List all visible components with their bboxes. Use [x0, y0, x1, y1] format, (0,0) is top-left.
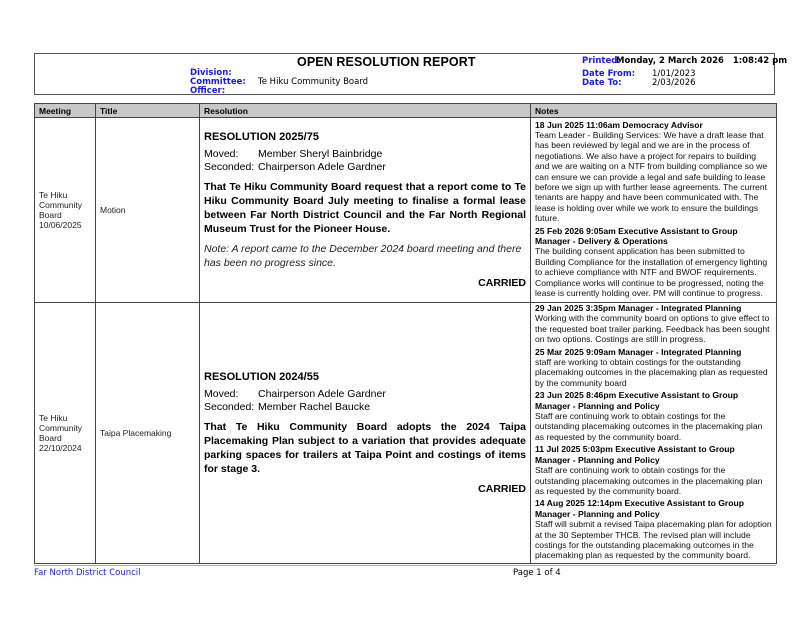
title-cell: Motion [96, 118, 200, 303]
resolution-number: RESOLUTION 2025/75 [204, 131, 319, 143]
resolution-text: That Te Hiku Community Board adopts the 2024 Taipa Placemaking Plan subject to a variation that provides adequate parking spaces for trailers at Taipa Point and costings of items for stage 3. [204, 420, 526, 475]
printed-value: Monday, 2 March 2026 1:08:42 pm [616, 56, 788, 66]
moved-by: Member Sheryl Bainbridge [258, 148, 383, 160]
meeting-cell [35, 303, 96, 564]
committee-label: Committee: [190, 77, 246, 87]
resolution-number: RESOLUTION 2024/55 [204, 370, 319, 383]
title-cell: Taipa Placemaking [96, 303, 200, 564]
column-header-title: Title [96, 104, 200, 118]
report-title: OPEN RESOLUTION REPORT [297, 55, 476, 69]
table-row [35, 303, 777, 564]
moved-label: Moved: [204, 148, 239, 160]
meeting-line: Te Hiku [39, 412, 68, 423]
meeting-date: 10/06/2025 [39, 220, 82, 230]
note-body: The building consent application has been submitted to Building Compliance for the installation of emergency lighting to achieve compliance with NTF and BWOF requirements. Compliance works will continue to be progressed, noting the lease is currently holding over. PM will continue to progress. [535, 246, 768, 299]
footer-page-number: Page 1 of 4 [513, 568, 561, 578]
meeting-cell [35, 118, 96, 303]
column-header-notes: Notes [531, 104, 777, 118]
resolution-status: CARRIED [478, 482, 526, 495]
note-heading: 29 Jan 2025 3:35pm Manager - Integrated Planning [535, 303, 742, 313]
committee-value: Te Hiku Community Board [258, 77, 369, 87]
column-header-resolution: Resolution [200, 104, 531, 118]
note-body: staff are working to obtain costings for the outstanding placemaking outcomes in the placemaking plan as requested by the community board [535, 357, 768, 388]
division-label: Division: [190, 68, 232, 78]
footer-divider [34, 565, 776, 566]
resolution-note: Note: A report came to the December 2024 board meeting and there has been no progress since. [204, 243, 522, 269]
seconded-by: Member Rachel Baucke [258, 400, 371, 413]
seconded-line [204, 161, 526, 174]
date-to-label: Date To: [582, 78, 622, 88]
date-from-value: 1/01/2023 [652, 69, 696, 79]
meeting-line: Community [39, 200, 82, 210]
table-row [35, 118, 777, 303]
note-heading: 14 Aug 2025 12:14pm Executive Assistant to Group Manager - Planning and Policy [535, 498, 745, 519]
resolution-cell [200, 303, 531, 564]
seconded-label: Seconded: [204, 400, 255, 413]
seconded-by: Chairperson Adele Gardner [258, 161, 386, 173]
moved-label: Moved: [204, 387, 239, 400]
notes-cell [531, 303, 777, 564]
note-heading: 25 Feb 2026 9:05am Executive Assistant to Group Manager - Delivery & Operations [535, 225, 738, 247]
note-body: Staff will submit a revised Taipa placemaking plan for adoption at the 30 September THCB. The revised plan will include costings for the outstanding placemaking outcomes in the placemaking plan as requested by the community board. [535, 519, 772, 561]
note-heading: 23 Jun 2025 8:46pm Executive Assistant to Group Manager - Planning and Policy [535, 390, 739, 411]
meeting-date: 22/10/2024 [39, 442, 82, 453]
footer-organization: Far North District Council [34, 568, 141, 578]
note-body: Staff are continuing work to obtain costings for the outstanding placemaking outcomes in the placemaking plan as requested by the community board. [535, 411, 763, 442]
printed-label: Printed: [582, 56, 621, 66]
resolution-status: CARRIED [478, 277, 526, 289]
meeting-line: Community [39, 422, 82, 433]
note-body: Working with the community board on options to give effect to the requested boat trailer parking. Feedback has been sought on two options. Costings are still in progress. [535, 313, 770, 345]
note-heading: 25 Mar 2025 9:09am Manager - Integrated Planning [535, 346, 742, 357]
meeting-line: Board [39, 432, 62, 443]
column-header-meeting: Meeting [35, 104, 96, 118]
date-from-label: Date From: [582, 69, 636, 79]
notes-cell [531, 118, 777, 303]
note-body: Team Leader - Building Services: We have a draft lease that has been reviewed by legal and we are in the process of negotiations. We also have a project for repairs to building and we are waiting on a NTF from building compliance so we can ensure we can provide a legal and safe building to lease before we sign up with further lease agreements. The current tenants are happy and have been communicated with. The lease is holding over while we work to ensure the buildings future. [535, 129, 768, 224]
note-heading: 18 Jun 2025 11:06am Democracy Advisor [535, 119, 703, 130]
resolution-cell [200, 118, 531, 303]
moved-line [204, 388, 526, 401]
resolution-table [34, 103, 777, 564]
note-body: Staff are continuing work to obtain costings for the outstanding placemaking outcomes in the placemaking plan as requested by the community board. [535, 465, 763, 496]
seconded-line [204, 401, 526, 414]
moved-by: Chairperson Adele Gardner [258, 387, 386, 400]
seconded-label: Seconded: [204, 161, 255, 173]
table-header-row [35, 104, 777, 118]
officer-label: Officer: [190, 86, 226, 96]
resolution-text: That Te Hiku Community Board request that a report come to Te Hiku Community Board July meeting to finalise a formal lease between Far North District Council and the Far North Regional Museum Trust for the Pioneer House. [204, 181, 526, 235]
date-to-value: 2/03/2026 [652, 78, 696, 88]
moved-line [204, 148, 526, 161]
meeting-line: Board [39, 210, 62, 220]
meeting-line: Te Hiku [39, 190, 68, 200]
note-heading: 11 Jul 2025 5:03pm Executive Assistant to Group Manager - Planning and Policy [535, 444, 735, 465]
